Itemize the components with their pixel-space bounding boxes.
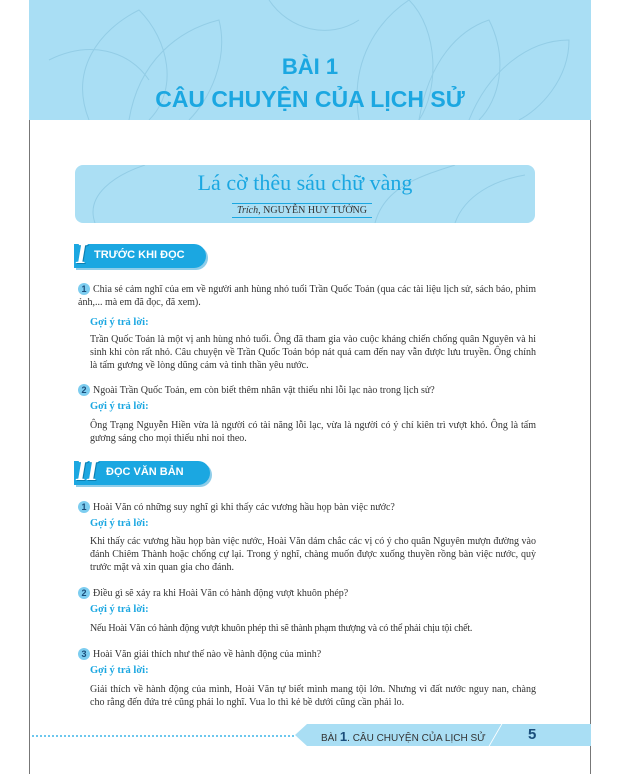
lesson-title: CÂU CHUYỆN CỦA LỊCH SỬ [155,86,465,112]
question-text: Điều gì sẽ xảy ra khi Hoài Văn có hành động vượt khuôn phép? [93,588,349,599]
author: NGUYỄN HUY TƯỞNG [263,205,367,216]
answer-hint-label: Gợi ý trả lời: [90,518,149,529]
question-number: 2 [78,587,90,599]
question [78,384,536,397]
answer-text: Khi thấy các vương hầu họp bàn việc nước, Hoài Văn dám chắc các vị có ý cho quân Nguyên mượn đường vào đánh Chiêm Thành hoặc chống cự lại. Trong ý nghĩ, chàng muốn được xuống thuyền rồng bàn việc nước, quỳ trước mặt và xin quan gia cho đánh. [90,536,536,573]
page-number: 5 [528,726,537,743]
answer-hint-label: Gợi ý trả lời: [90,604,149,615]
answer-text: Ông Trạng Nguyễn Hiền vừa là người có tài năng lỗi lạc, vừa là người có ý chí kiên trì vượt khó. Ông là tấm gương sáng cho mọi thiếu nhi noi theo. [90,420,536,444]
question [78,587,536,600]
question-text: Hoài Văn có những suy nghĩ gì khi thấy các vương hầu họp bàn việc nước? [93,502,395,513]
story-source [232,203,372,218]
section-heading-before-reading [74,239,206,270]
question-number: 1 [78,501,90,513]
question-number: 3 [78,648,90,660]
question [78,648,536,661]
source-prefix: Trích, [237,205,261,216]
question-number: 1 [78,283,90,295]
story-title: Lá cờ thêu sáu chữ vàng [197,170,413,195]
section-numeral: II [76,456,98,487]
footer-lesson-num: 1 [339,729,348,744]
section-label: TRƯỚC KHI ĐỌC [94,249,185,261]
footer-lesson-prefix: BÀI [321,733,338,744]
footer-lesson [321,729,486,744]
answer-text: Trần Quốc Toản là một vị anh hùng nhỏ tuổi. Ông đã tham gia vào cuộc kháng chiến chống quân Nguyên và hi sinh khi còn rất nhỏ. Câu chuyện về Trần Quốc Toản bóp nát quả cam đến nay vẫn được lưu truyền. Ông chính là tấm gương về lòng dũng cảm và tinh thần yêu nước. [90,334,536,371]
question-text: Ngoài Trần Quốc Toản, em còn biết thêm nhân vật thiếu nhi lỗi lạc nào trong lịch sử? [93,385,435,396]
answer-text: Nếu Hoài Văn có hành động vượt khuôn phép thì sẽ thành phạm thượng và có thể phải chịu tội chết. [90,623,473,634]
footer-arrow [295,724,307,746]
answer-hint-label: Gợi ý trả lời: [90,665,149,676]
question-text: Chia sẻ cảm nghĩ của em về người anh hùng nhỏ tuổi Trần Quốc Toản (qua các tài liệu lịch sử, sách báo, phim ảnh,... mà em đã đọc, đã xem). [78,284,536,308]
answer-text: Giải thích về hành động của mình, Hoài Văn tự biết mình mang tội lớn. Nhưng vì đất nước nguy nan, chàng cho rằng đến đứa trẻ cũng phải lo nghĩ. Vua lo thì kẻ bề dưới cũng cần phải lo. [90,684,536,708]
footer-dotted-line [32,735,294,737]
lesson-number: BÀI 1 [281,54,339,79]
question [78,501,536,514]
question-number: 2 [78,384,90,396]
question-text: Hoài Văn giải thích như thế nào về hành động của mình? [93,649,322,660]
section-numeral: I [76,239,87,270]
section-label: ĐỌC VĂN BẢN [106,466,184,478]
question [78,283,536,309]
section-heading-reading [74,456,210,487]
footer-lesson-title: . CÂU CHUYỆN CỦA LỊCH SỬ [347,733,486,744]
answer-hint-label: Gợi ý trả lời: [90,317,149,328]
page-footer [295,724,591,746]
answer-hint-label: Gợi ý trả lời: [90,401,149,412]
